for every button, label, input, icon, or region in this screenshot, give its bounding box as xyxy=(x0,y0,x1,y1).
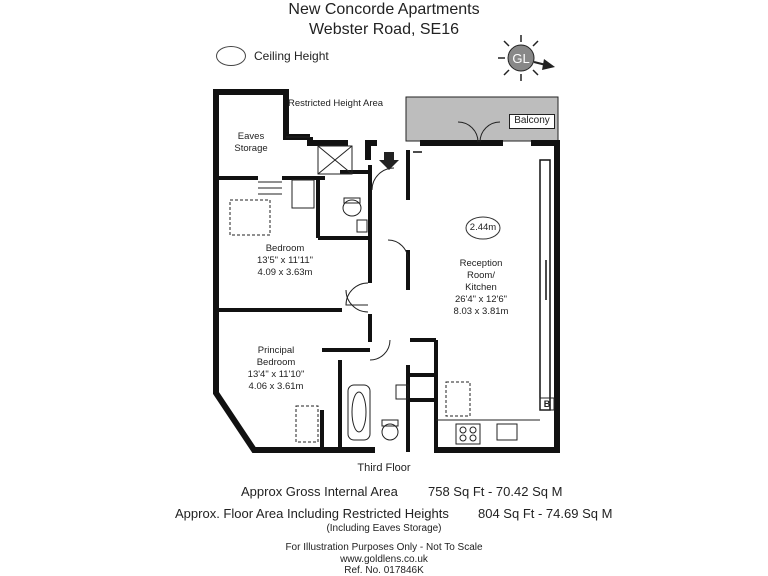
restricted-area-note: (Including Eaves Storage) xyxy=(326,523,442,534)
balcony-label: Balcony xyxy=(509,114,555,129)
ceiling-height-legend-label: Ceiling Height xyxy=(254,49,329,63)
ceiling-height-value: 2.44m xyxy=(469,222,497,233)
bedroom-imperial: 13'5" x 11'11" xyxy=(257,255,313,266)
reception-name-2: Room/ xyxy=(467,270,495,281)
page-subtitle: Webster Road, SE16 xyxy=(308,21,459,38)
website: www.goldlens.co.uk xyxy=(340,554,428,565)
reception-name-3: Kitchen xyxy=(465,282,497,293)
compass-logo: GL xyxy=(512,51,530,66)
principal-bedroom-name-1: Principal xyxy=(257,345,295,356)
restricted-area-value: 804 Sq Ft - 74.69 Sq M xyxy=(478,506,613,521)
gross-area-value: 758 Sq Ft - 70.42 Sq M xyxy=(428,484,563,499)
store-letter: B xyxy=(543,399,551,409)
reference-number: Ref. No. 017846K xyxy=(344,565,424,576)
interior-walls xyxy=(216,150,436,452)
disclaimer: For Illustration Purposes Only - Not To Scale xyxy=(285,542,483,553)
page-title: New Concorde Apartments xyxy=(288,1,480,18)
storage-label: Storage xyxy=(234,143,268,154)
restricted-height-label: Restricted Height Area xyxy=(288,98,384,109)
bedroom-metric: 4.09 x 3.63m xyxy=(257,267,313,278)
reception-imperial: 26'4" x 12'6" xyxy=(454,294,508,305)
eaves-label: Eaves xyxy=(237,131,265,142)
reception-name-1: Reception xyxy=(459,258,503,269)
principal-bedroom-metric: 4.06 x 3.61m xyxy=(248,381,304,392)
floor-label: Third Floor xyxy=(357,462,411,474)
principal-bedroom-imperial: 13'4" x 11'10" xyxy=(247,369,305,380)
restricted-area-label: Approx. Floor Area Including Restricted Heights xyxy=(175,506,449,521)
gross-area-label: Approx Gross Internal Area xyxy=(241,484,398,499)
principal-bedroom-name-2: Bedroom xyxy=(256,357,296,368)
reception-metric: 8.03 x 3.81m xyxy=(453,306,509,317)
entrance-arrow-icon xyxy=(379,152,399,170)
bedroom-name: Bedroom xyxy=(265,243,305,254)
